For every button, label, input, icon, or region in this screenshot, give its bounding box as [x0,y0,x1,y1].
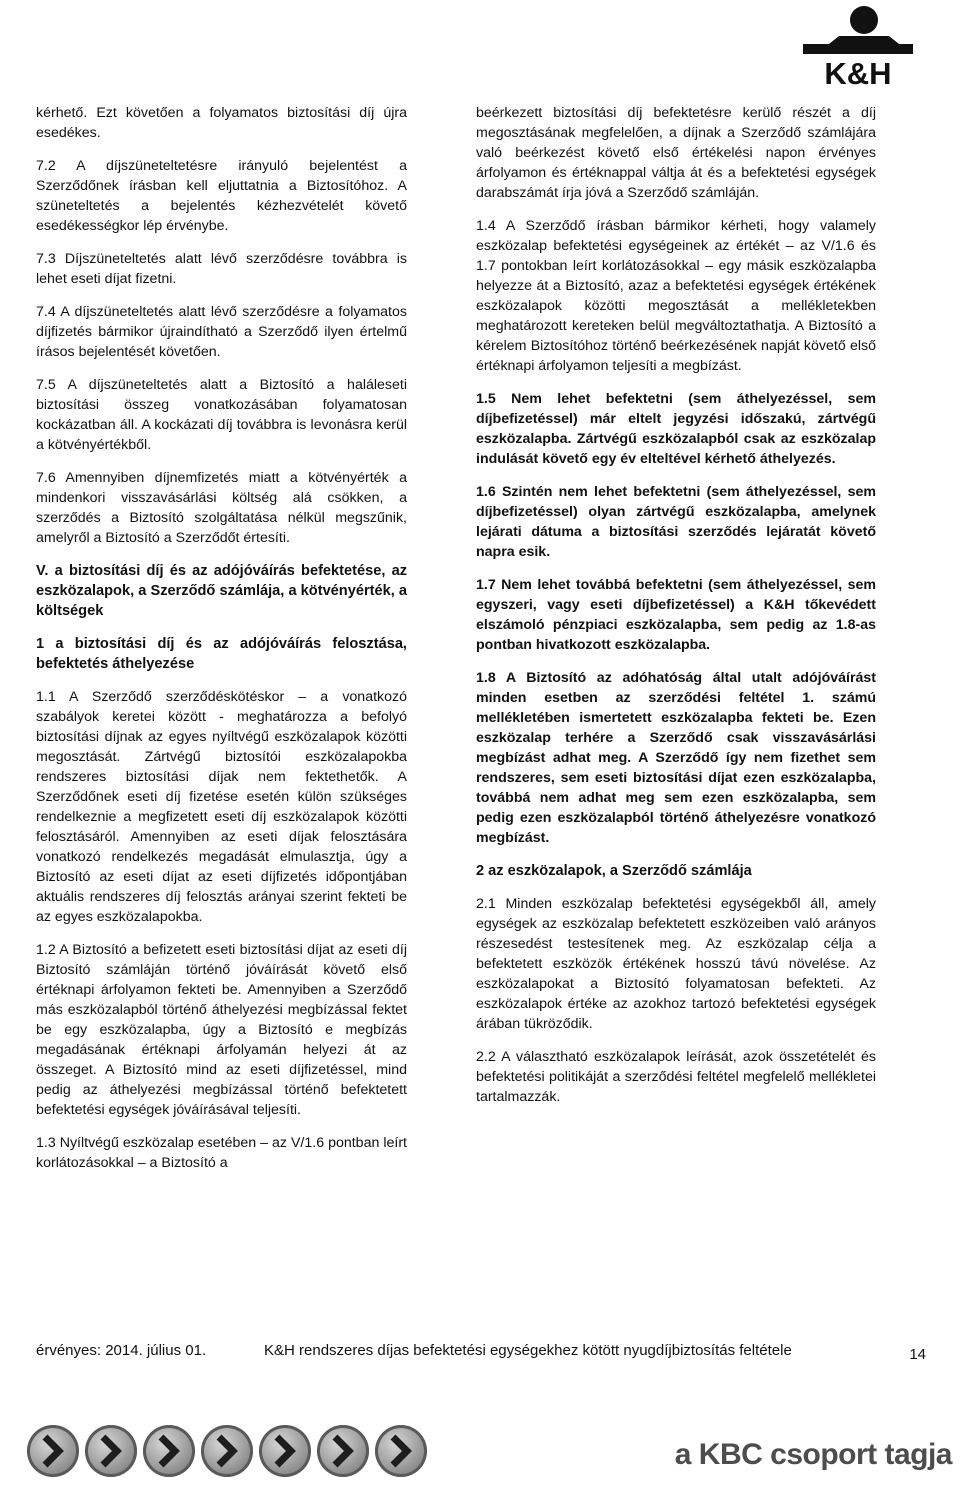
paragraph: 1.1 A Szerződő szerződéskötéskor – a vonatkozó szabályok keretei között - meghatározza a befolyó biztosítási díjnak az egyes nyíltvégű eszközalapok közötti megosztását. Zártvégű biztosítói eszközalapokba rendszeres biztosítási díjak nem fektethetők. A Szerződőnek eseti díj fizetése esetén külön szükséges rendelkeznie a megfizetett eseti díj eszközalapok közötti felosztásáról. Amennyiben az eseti díjak felosztására vonatkozó rendelkezés megadását elmulasztja, úgy a Biztosító az eseti díjat az eseti díjfizetés időpontjában aktuális rendszeres díj felosztás arányai szerint fekteti be az egyes eszközalapokba. [36,689,407,925]
section-heading: V. a biztosítási díj és az adójóváírás befektetése, az eszközalapok, a Szerződő számlája, a kötvényérték, a költségek [36,563,407,619]
paragraph: beérkezett biztosítási díj befektetésre kerülő részét a díj megosztásának megfelelően, a díjnak a Szerződő számlájára való beérkezést követő első értékelési napon érvényes árfolyamon és értéknappal váltja át és a befektetési egységek darabszámát írja jóvá a Szerződő számláján. [476,105,876,201]
subsection-heading: 2 az eszközalapok, a Szerződő számlája [476,863,752,879]
paragraph: 1.4 A Szerződő írásban bármikor kérheti, hogy valamely eszközalap befektetési egységeinek az értékét – az V/1.6 és 1.7 pontokban leírt korlátozásokkal – egy másik eszközalapba helyezze át a Biztosító, azaz a befektetési egységek értékének eszközalapok közötti megosztását a mellékletekben meghatározott kereteken belül megváltoztathatja. A Biztosító a kérelem Biztosítóhoz történő beérkezésének napját követő első értéknapi árfolyamon teljesíti a megbízást. [476,218,876,374]
paragraph: 2.2 A választható eszközalapok leírását, azok összetételét és befektetési politikáját a szerződési feltétel megfelelő mellékletei tartalmazzák. [476,1049,876,1105]
paragraph-bold: 1.8 A Biztosító az adóhatóság által utalt adójóváírást minden esetben az szerződési feltétel 1. számú mellékletében ismertetett eszközalapba fekteti be. Ezen eszközalap terhére a Szerződő csak visszavásárlási megbízást adhat meg. A Szerződő így nem fizethet sem rendszeres, sem eseti biztosítási díjat ezen eszközalapba, továbbá nem adhat meg sem ezen eszközalapba, sem pedig ezen eszközalapból történő áthelyezésre vonatkozó megbízást. [476,670,876,846]
page-number: 14 [909,1346,926,1363]
arrow-icon [375,1425,427,1477]
arrow-icon [317,1425,369,1477]
validity-date: érvényes: 2014. július 01. [36,1342,207,1359]
paragraph-bold: 1.6 Szintén nem lehet befektetni (sem áthelyezéssel, sem díjbefizetéssel) olyan zártvégű eszközalapba, amelynek lejárati dátuma a biztosítási szerződés lejáratát követő napra esik. [476,484,876,560]
arrow-icon [85,1425,137,1477]
paragraph: 1.2 A Biztosító a befizetett eseti biztosítási díjat az eseti díj Biztosító számláján történő jóváírását követő első értéknapi árfolyamon fekteti be. Amennyiben a Szerződő más eszközalapból történő áthelyezési megbízással fektet be egy eszközalapba, úgy a Biztosító e megbízás megadásának értéknapi árfolyamán helyezi át az összeget. A Biztosító mind az eseti díjfizetéssel, mind pedig az áthelyezési megbízással történő befektetett befektetési egységek jóváírásával teljesíti. [36,942,407,1118]
kbc-tagline: a KBC csoport tagja [674,1438,952,1471]
arrow-icon [143,1425,195,1477]
right-column [476,103,876,1120]
kh-logo [803,4,913,86]
arrow-icon [27,1425,79,1477]
svg-text:K&H: K&H [824,56,892,86]
paragraph-bold: 1.7 Nem lehet továbbá befektetni (sem áthelyezéssel, sem egyszeri, vagy eseti díjbefizetéssel) a K&H tőkevédett elszámoló pénzpiaci eszközalapba, sem pedig az 1.8-as pontban hivatkozott eszközalapba. [476,577,876,653]
paragraph: 7.5 A díjszüneteltetés alatt a Biztosító a haláleseti biztosítási összeg vonatkozásában folyamatosan kockázatban áll. A kockázati díj továbbra is levonásra kerül a kötvényértékből. [36,377,407,453]
arrow-icon [201,1425,253,1477]
left-column [36,103,407,1186]
paragraph: 7.3 Díjszüneteltetés alatt lévő szerződésre továbbra is lehet eseti díjat fizetni. [36,251,407,287]
paragraph: kérhető. Ezt követően a folyamatos biztosítási díj újra esedékes. [36,105,407,141]
paragraph: 7.2 A díjszüneteltetésre irányuló bejelentést a Szerződőnek írásban kell eljuttatnia a Biztosítóhoz. A szüneteltetés a bejelentés kézhezvételét követő esedékességkor lép érvénybe. [36,158,407,234]
subsection-heading: 1 a biztosítási díj és az adójóváírás felosztása, befektetés áthelyezése [36,636,407,672]
paragraph: 7.6 Amennyiben díjnemfizetés miatt a kötvényérték a mindenkori visszavásárlási költség alá csökken, a szerződés a Biztosító szolgáltatása nélkül megszűnik, amelyről a Biztosító a Szerződőt értesíti. [36,470,407,546]
paragraph: 1.3 Nyíltvégű eszközalap esetében – az V/1.6 pontban leírt korlátozásokkal – a Biztosító a [36,1135,407,1171]
bottom-strip [0,1420,960,1501]
paragraph: 2.1 Minden eszközalap befektetési egységekből áll, amely egységek az eszközalap befektetett eszközeiben való arányos részesedést testesítenek meg. Az eszközalap célja a befektetett eszközök értékének hosszú távú növelése. Az eszközalapokat a Biztosító folyamatosan befekteti. Az eszközalapok értéke az azokhoz tartozó befektetési egységek árában tükröződik. [476,896,876,1032]
kh-logo-icon [803,4,913,86]
document-title: K&H rendszeres díjas befektetési egységekhez kötött nyugdíjbiztosítás feltétele [264,1342,792,1359]
paragraph: 7.4 A díjszüneteltetés alatt lévő szerződésre a folyamatos díjfizetés bármikor újraindítható a Szerződő ilyen értelmű írásos bejelentését követően. [36,304,407,360]
paragraph-bold: 1.5 Nem lehet befektetni (sem áthelyezéssel, sem díjbefizetéssel) már eltelt jegyzési időszakú, zártvégű eszközalapba. Zártvégű eszközalapból csak az eszközalap indulását követő egy év elteltével kérhető áthelyezés. [476,391,876,467]
arrow-icon [259,1425,311,1477]
